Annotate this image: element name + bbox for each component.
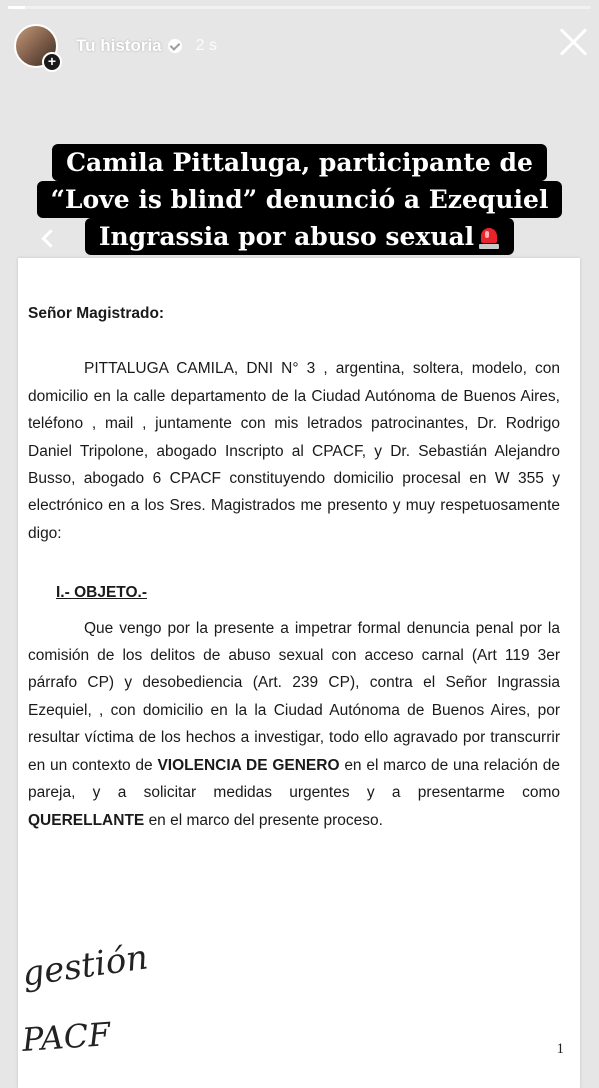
document-page	[18, 258, 580, 1088]
document-paragraph-1: PITTALUGA CAMILA, DNI N° 3 , argentina, soltera, modelo, con domicilio en la calle departamento de la Ciudad Autónoma de Buenos Aires, teléfono , mail , juntamente con mis letrados patrocinantes, Dr. Rodrigo Daniel Tripolone, abogado Inscripto al CPACF, y Dr. Sebastián Alejandro Busso, abogado 6 CPACF constituyendo domicilio procesal en W 355 y electrónico en a los Sres. Magistrados me presento y muy respetuosamente digo:	[28, 360, 560, 542]
story-header	[14, 22, 589, 70]
story-timestamp: 2 s	[195, 37, 217, 54]
handwritten-note-1: gestión	[19, 937, 151, 995]
paragraph-2-text-a: Que vengo por la presente a impetrar formal denuncia penal por la comisión de los delitos de abuso sexual con acceso carnal (Art 119 3er párrafo CP) y desobediencia (Art. 239 CP), contra el Señor Ingrassia Ezequiel, , con domicilio en la la Ciudad Autónoma de Buenos Aires, por resultar víctima de los hechos a investigar, todo ello agravado por transcurrir en un contexto de	[28, 619, 560, 774]
story-owner-name[interactable]: Tu historia	[76, 36, 162, 55]
close-icon[interactable]	[557, 26, 589, 58]
document-paragraph-2	[28, 615, 560, 834]
handwritten-note-2: PACF	[20, 1014, 112, 1060]
paragraph-2-text-c: en el marco del presente proceso.	[148, 811, 383, 829]
headline-line-1: Camila Pittaluga, participante de	[52, 144, 547, 181]
headline-line-3	[85, 218, 514, 255]
paragraph-2-bold-violencia: VIOLENCIA DE GENERO	[157, 756, 340, 774]
document-section-title: I.- OBJETO.-	[56, 584, 148, 602]
headline-line-2: “Love is blind” denunció a Ezequiel	[37, 181, 563, 218]
story-headline-caption	[0, 144, 599, 255]
document-text	[28, 300, 560, 834]
add-story-icon[interactable]: +	[42, 52, 62, 72]
paragraph-2-bold-querellante: QUERELLANTE	[28, 811, 145, 829]
headline-line-3-text: Ingrassia por abuso sexual	[98, 222, 475, 251]
story-progress-bar	[8, 6, 591, 9]
verified-badge-icon	[168, 39, 182, 53]
chevron-left-icon[interactable]	[40, 228, 54, 250]
document-greeting: Señor Magistrado:	[28, 305, 165, 322]
siren-icon	[478, 225, 500, 249]
avatar[interactable]	[14, 24, 58, 68]
story-progress-fill	[8, 6, 25, 9]
paragraph-2-text-b: en el marco de una relación de pareja, y a solicitar medidas urgentes y a presentarme como	[28, 756, 560, 802]
page-number: 1	[556, 1041, 564, 1057]
